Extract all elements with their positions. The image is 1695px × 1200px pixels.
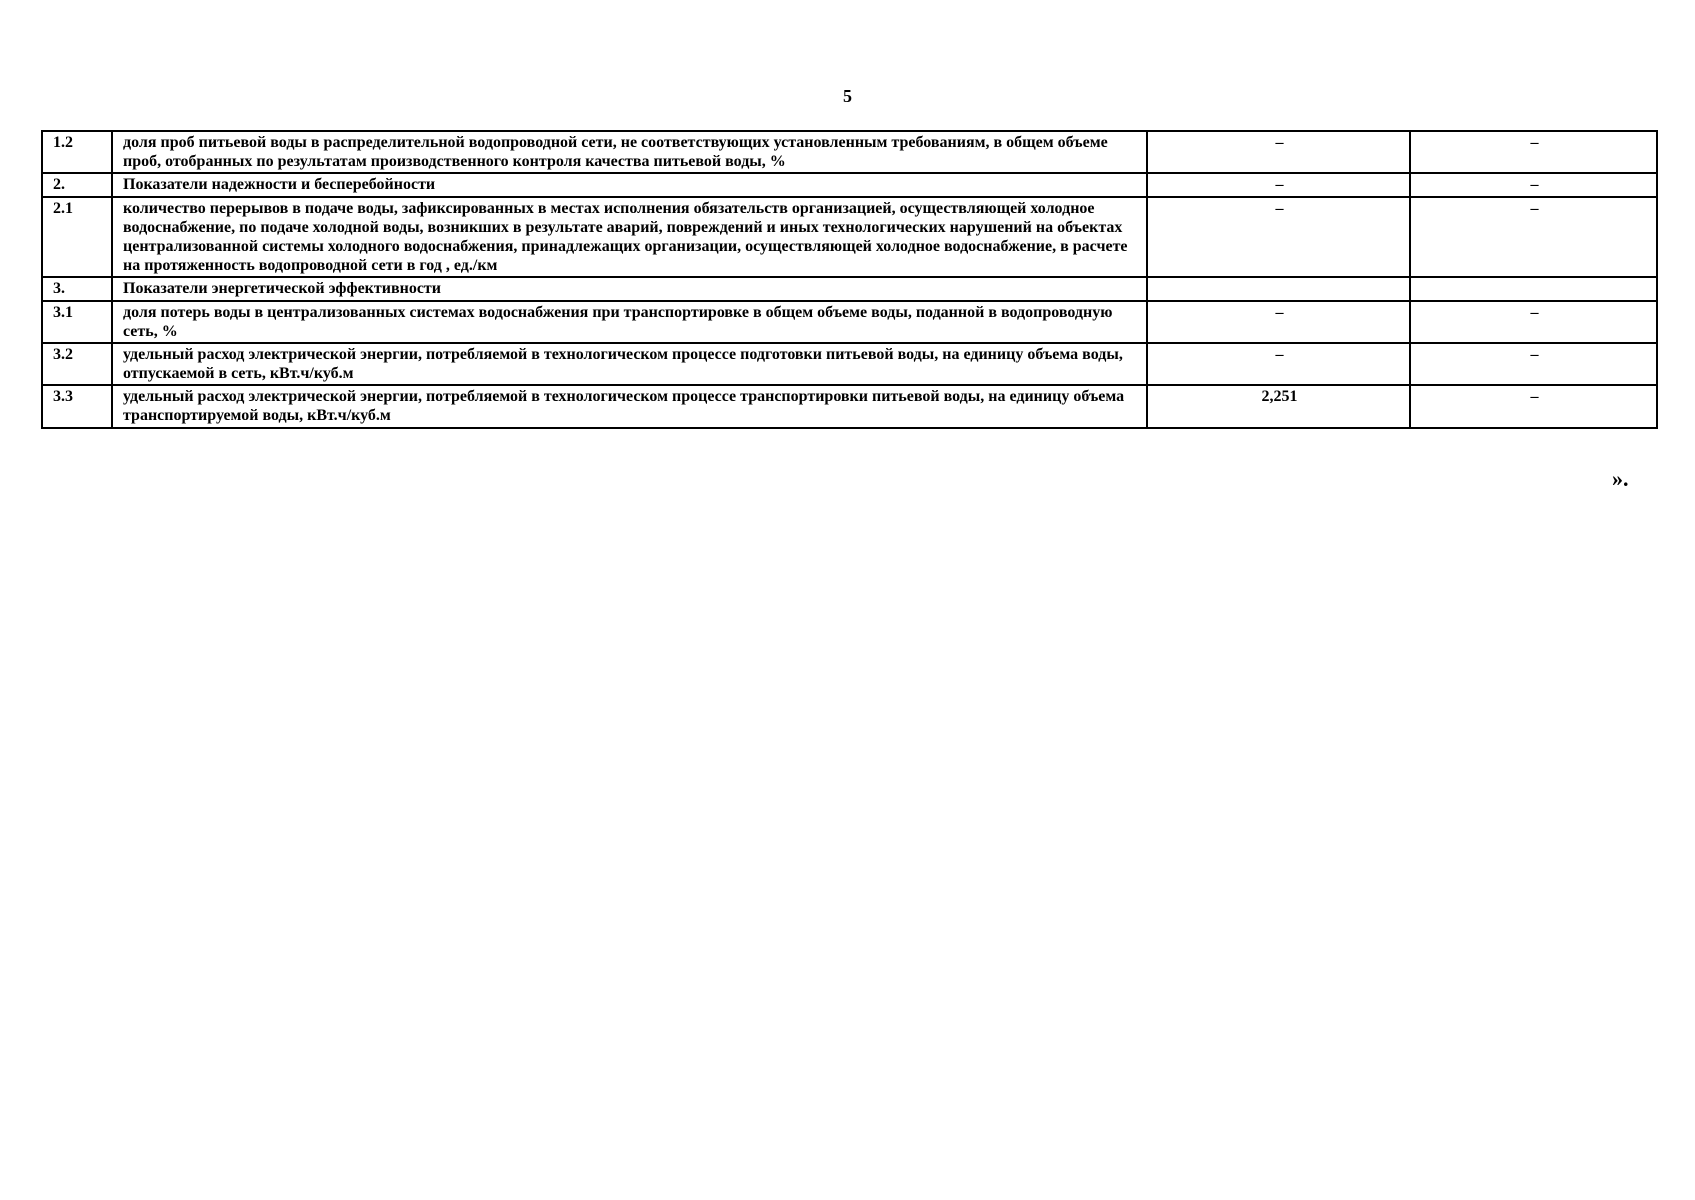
row-value-2: –	[1410, 131, 1657, 173]
table-row	[42, 197, 1657, 278]
row-value-2: –	[1410, 197, 1657, 278]
row-description: удельный расход электрической энергии, потребляемой в технологическом процессе транспортировки питьевой воды, на единицу объема транспортируемой воды, кВт.ч/куб.м	[112, 385, 1147, 427]
closing-quote-mark: ».	[1612, 466, 1629, 491]
row-description: Показатели надежности и бесперебойности	[112, 173, 1147, 196]
row-value-1: –	[1147, 343, 1410, 385]
row-number: 3.	[42, 277, 112, 300]
indicators-table	[41, 130, 1658, 429]
row-number: 3.1	[42, 301, 112, 343]
row-description: удельный расход электрической энергии, потребляемой в технологическом процессе подготовки питьевой воды, на единицу объема воды, отпускаемой в сеть, кВт.ч/куб.м	[112, 343, 1147, 385]
row-number: 2.	[42, 173, 112, 196]
row-value-1: 2,251	[1147, 385, 1410, 427]
table-row	[42, 343, 1657, 385]
row-value-1	[1147, 277, 1410, 300]
row-value-2: –	[1410, 173, 1657, 196]
table-row	[42, 385, 1657, 427]
row-description: количество перерывов в подаче воды, зафиксированных в местах исполнения обязательств организацией, осуществляющей холодное водоснабжение, по подаче холодной воды, возникших в результате аварий, повреждений и иных технологических нарушений на объектах централизованной системы холодного водоснабжения, принадлежащих организации, осуществляющей холодное водоснабжение, в расчете на протяженность водопроводной сети в год , ед./км	[112, 197, 1147, 278]
row-number: 3.3	[42, 385, 112, 427]
row-number: 3.2	[42, 343, 112, 385]
row-number: 2.1	[42, 197, 112, 278]
table-row	[42, 173, 1657, 196]
row-description: доля потерь воды в централизованных системах водоснабжения при транспортировке в общем объеме воды, поданной в водопроводную сеть, %	[112, 301, 1147, 343]
row-description: Показатели энергетической эффективности	[112, 277, 1147, 300]
page-number: 5	[843, 86, 852, 106]
row-number: 1.2	[42, 131, 112, 173]
row-value-2	[1410, 277, 1657, 300]
row-value-2: –	[1410, 343, 1657, 385]
row-value-2: –	[1410, 385, 1657, 427]
row-value-2: –	[1410, 301, 1657, 343]
row-value-1: –	[1147, 173, 1410, 196]
row-value-1: –	[1147, 197, 1410, 278]
table-row	[42, 131, 1657, 173]
row-value-1: –	[1147, 131, 1410, 173]
row-description: доля проб питьевой воды в распределительной водопроводной сети, не соответствующих установленным требованиям, в общем объеме проб, отобранных по результатам производственного контроля качества питьевой воды, %	[112, 131, 1147, 173]
row-value-1: –	[1147, 301, 1410, 343]
table-row	[42, 301, 1657, 343]
table-row	[42, 277, 1657, 300]
